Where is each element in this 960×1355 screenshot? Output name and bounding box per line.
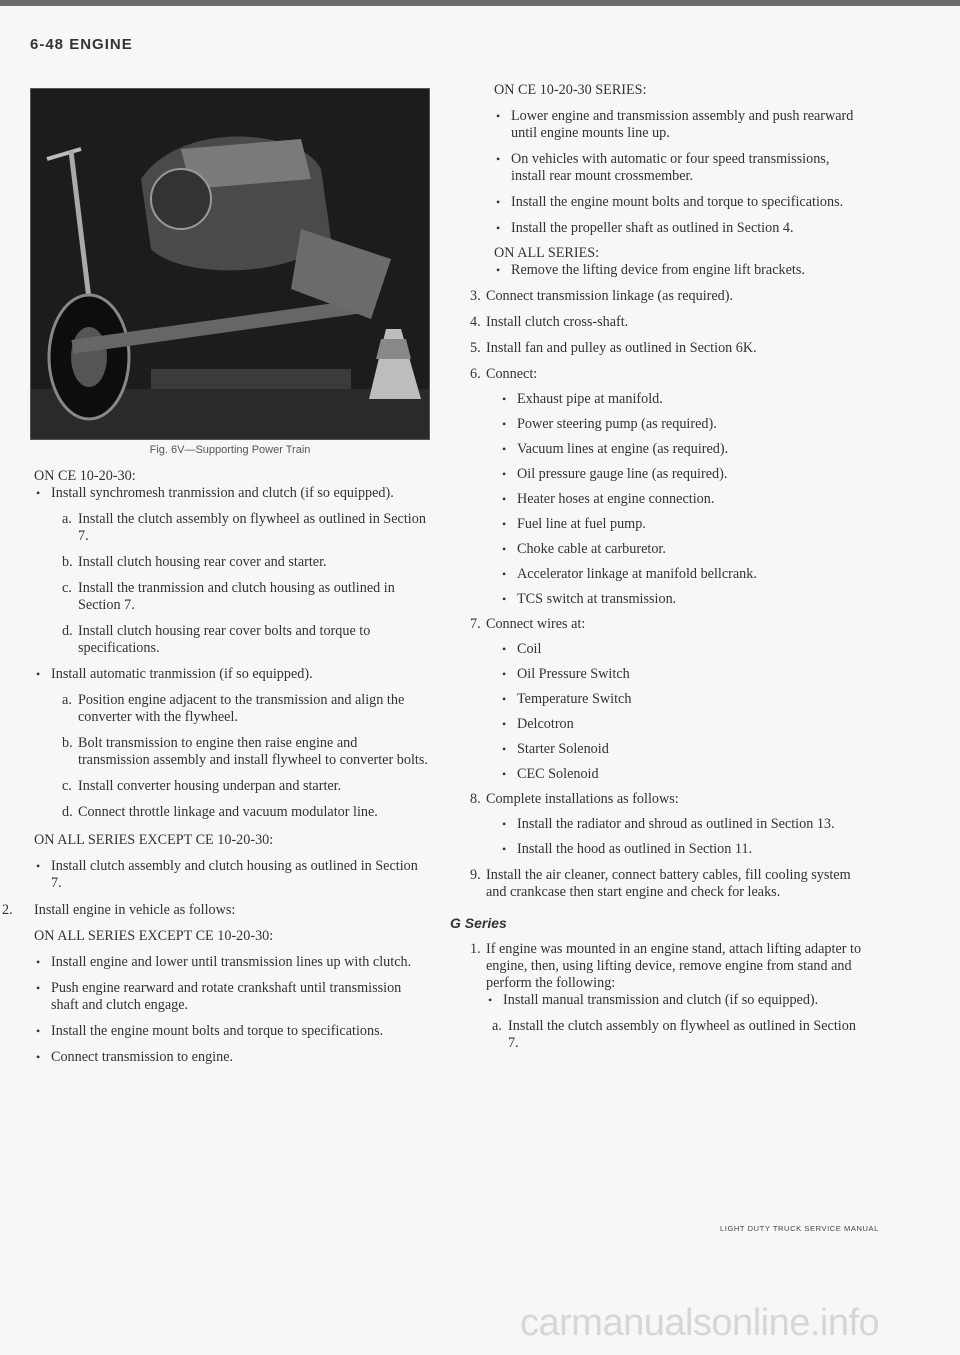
list-item: • Coil	[500, 641, 864, 658]
list-item: c. Install the tranmission and clutch housing as outlined in Section 7.	[62, 580, 395, 613]
step-3: 3. Connect transmission linkage (as required).	[470, 288, 734, 304]
list-item: d. Install clutch housing rear cover bolts and torque to specifications.	[62, 623, 371, 656]
list-item: • Install synchromesh tranmission and clutch (if so equipped).	[34, 485, 430, 502]
step-6: 6. Connect:	[470, 366, 538, 382]
list-item: • Vacuum lines at engine (as required).	[500, 441, 864, 458]
step-9: 9. Install the air cleaner, connect battery cables, fill cooling system and crankcase then start engine and check for leaks.	[470, 867, 851, 900]
list-item: • Install the radiator and shroud as outlined in Section 13.	[500, 816, 864, 833]
list-item: • Push engine rearward and rotate crankshaft until transmission shaft and clutch engage.	[34, 980, 430, 1014]
list-item: • Install automatic tranmission (if so equipped).	[34, 666, 430, 683]
list-item: a. Position engine adjacent to the transmission and align the converter with the flywheel.	[62, 692, 405, 725]
list-item: d. Connect throttle linkage and vacuum modulator line.	[62, 804, 378, 820]
list-item: • On vehicles with automatic or four speed transmissions, install rear mount crossmember.	[494, 151, 864, 185]
list-item: • Temperature Switch	[500, 691, 864, 708]
list-item: c. Install converter housing underpan and starter.	[62, 778, 342, 794]
list-item: • Fuel line at fuel pump.	[500, 516, 864, 533]
step-4: 4. Install clutch cross-shaft.	[470, 314, 629, 330]
list-item: • Choke cable at carburetor.	[500, 541, 864, 558]
heading-ce-series: ON CE 10-20-30 SERIES:	[494, 82, 647, 98]
list-item: a. Install the clutch assembly on flywheel as outlined in Section 7.	[62, 511, 426, 544]
heading-all-series: ON ALL SERIES:	[494, 245, 600, 261]
list-item: • Install the engine mount bolts and torque to specifications.	[494, 194, 864, 211]
list-item: • Starter Solenoid	[500, 741, 864, 758]
heading-all-except: ON ALL SERIES EXCEPT CE 10-20-30:	[34, 928, 274, 944]
list-item: • Install clutch assembly and clutch housing as outlined in Section 7.	[34, 858, 430, 892]
step-8: 8. Complete installations as follows:	[470, 791, 679, 807]
step-7: 7. Connect wires at:	[470, 616, 586, 632]
list-item: • Connect transmission to engine.	[34, 1049, 430, 1066]
engine-photo	[30, 88, 430, 440]
list-item: • Oil Pressure Switch	[500, 666, 864, 683]
step-1: 1. If engine was mounted in an engine stand, attach lifting adapter to engine, then, using lifting device, remove engine from stand and perform the following:	[470, 941, 862, 991]
right-column	[450, 82, 864, 1052]
step-2: 2. Install engine in vehicle as follows:	[2, 902, 236, 918]
list-item: • Heater hoses at engine connection.	[500, 491, 864, 508]
list-item: b. Bolt transmission to engine then raise engine and transmission assembly and install flywheel to converter bolts.	[62, 735, 428, 768]
heading-all-except: ON ALL SERIES EXCEPT CE 10-20-30:	[34, 832, 274, 848]
list-item: • Oil pressure gauge line (as required).	[500, 466, 864, 483]
top-rule	[0, 0, 960, 6]
list-item: • Accelerator linkage at manifold bellcrank.	[500, 566, 864, 583]
footer-text: LIGHT DUTY TRUCK SERVICE MANUAL	[720, 1224, 879, 1233]
list-item: • Remove the lifting device from engine lift brackets.	[494, 262, 864, 279]
list-item: • Install the propeller shaft as outlined in Section 4.	[494, 220, 864, 237]
g-series-heading: G Series	[450, 915, 507, 931]
list-item: • Lower engine and transmission assembly and push rearward until engine mounts line up.	[494, 108, 864, 142]
list-item: b. Install clutch housing rear cover and starter.	[62, 554, 327, 570]
list-item: • CEC Solenoid	[500, 766, 864, 783]
figure-caption: Fig. 6V—Supporting Power Train	[149, 444, 311, 456]
page-header: 6-48 ENGINE	[30, 36, 133, 53]
list-item: • Exhaust pipe at manifold.	[500, 391, 864, 408]
left-column	[2, 468, 430, 1066]
list-item: a. Install the clutch assembly on flywheel as outlined in Section 7.	[492, 1018, 856, 1051]
list-item: • TCS switch at transmission.	[500, 591, 864, 608]
list-item: • Install the hood as outlined in Section 11.	[500, 841, 864, 858]
list-item: • Delcotron	[500, 716, 864, 733]
list-item: • Install manual transmission and clutch (if so equipped).	[486, 992, 864, 1009]
list-item: • Install the engine mount bolts and torque to specifications.	[34, 1023, 430, 1040]
list-item: • Install engine and lower until transmission lines up with clutch.	[34, 954, 430, 971]
watermark: carmanualsonline.info	[520, 1302, 880, 1344]
list-item: • Power steering pump (as required).	[500, 416, 864, 433]
step-5: 5. Install fan and pulley as outlined in Section 6K.	[470, 340, 757, 356]
heading-ce: ON CE 10-20-30:	[34, 468, 136, 484]
